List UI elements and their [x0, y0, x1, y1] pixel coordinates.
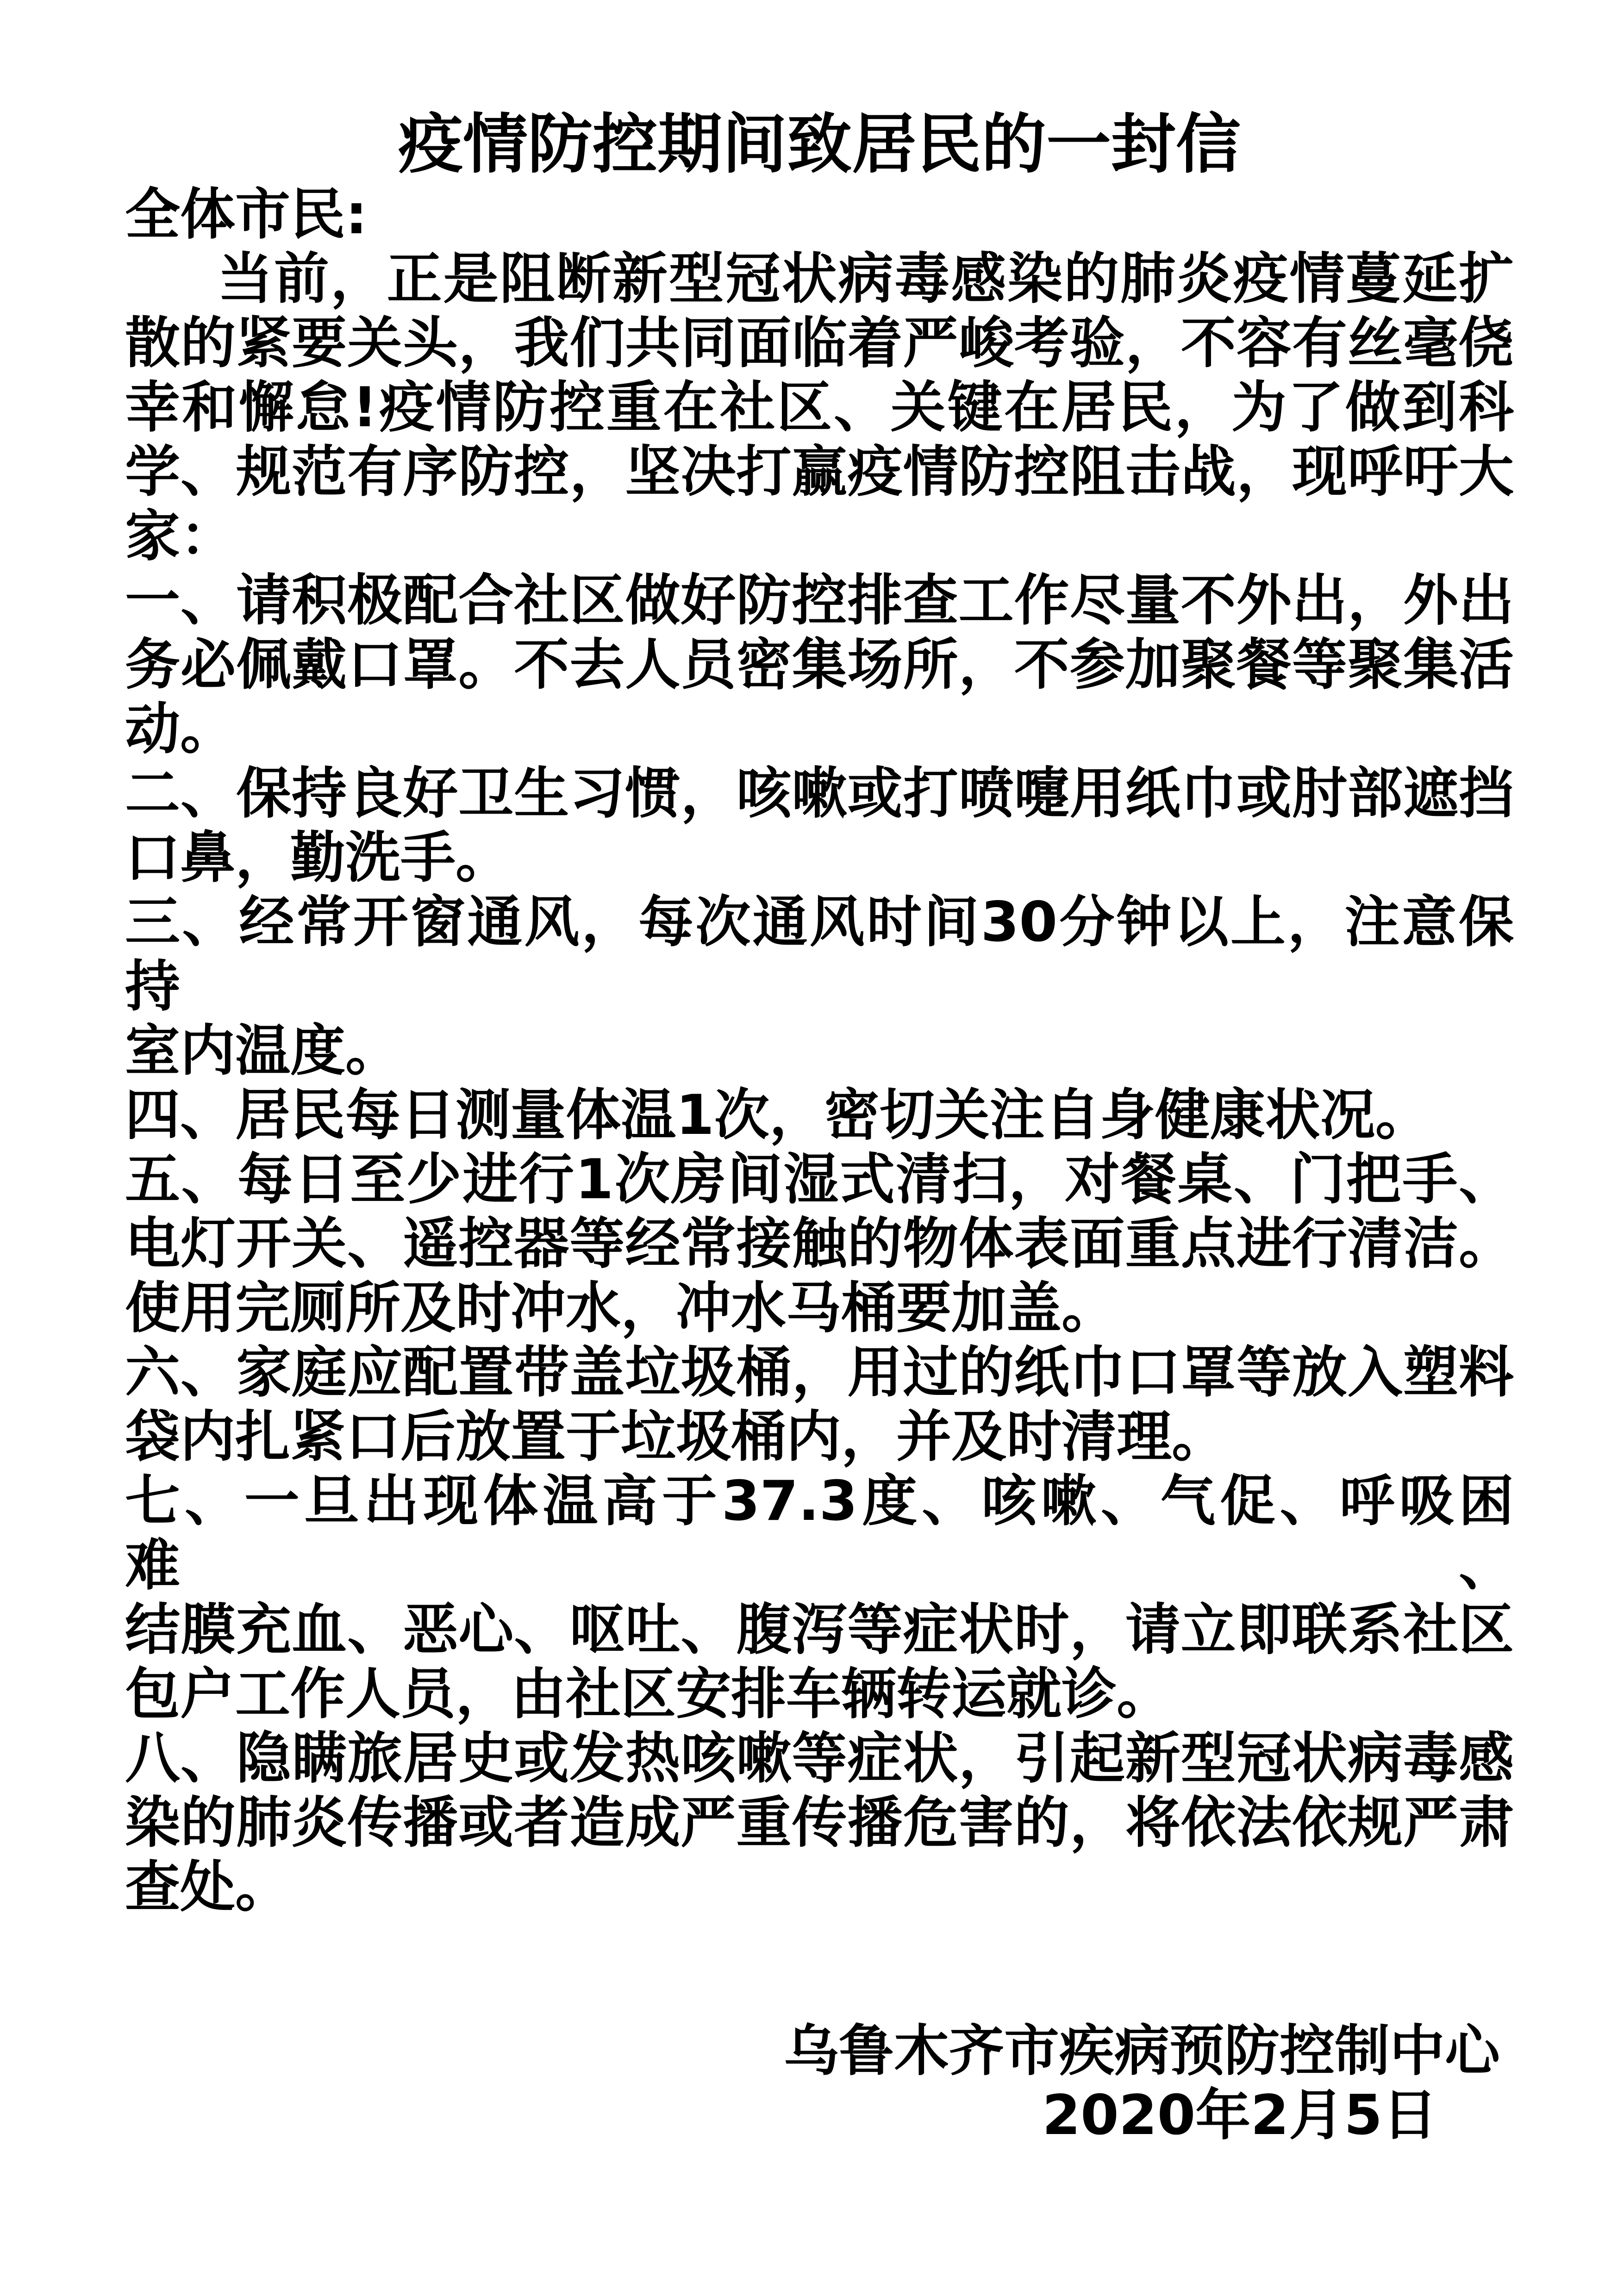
- page-title: 疫情防控期间致居民的一封信: [398, 107, 1241, 182]
- body-line: 包户工作人员，由社区安排车辆转运就诊。: [125, 1662, 1172, 1726]
- body-line: 幸和懈怠!疫情防控重在社区、关键在居民，为了做到科: [125, 376, 1514, 440]
- body-line: 当前，正是阻断新型冠状病毒感染的肺炎疫情蔓延扩: [218, 247, 1514, 311]
- body-line: 一、请积极配合社区做好防控排查工作尽量不外出，外出: [125, 569, 1514, 633]
- signature-org: 乌鲁木齐市疾病预防控制中心: [784, 2019, 1500, 2083]
- body-line: 八、隐瞒旅居史或发热咳嗽等症状，引起新型冠状病毒感: [125, 1727, 1514, 1791]
- body-line: 口鼻，勤洗手。: [125, 826, 511, 890]
- body-line: 袋内扎紧口后放置于垃圾桶内，并及时清理。: [125, 1405, 1227, 1469]
- body-line: 六、家庭应配置带盖垃圾桶，用过的纸巾口罩等放入塑料: [125, 1341, 1514, 1405]
- body-line: 使用完厕所及时冲水，冲水马桶要加盖。: [125, 1276, 1117, 1340]
- body-line: 室内温度。: [125, 1019, 400, 1083]
- body-line: 五、每日至少进行1次房间湿式清扫，对餐桌、门把手、: [125, 1148, 1514, 1212]
- body-line: 电灯开关、遥控器等经常接触的物体表面重点进行清洁。: [125, 1212, 1514, 1276]
- body-line: 家：: [125, 504, 235, 568]
- salutation: 全体市民:: [125, 183, 368, 247]
- body-line: 结膜充血、恶心、呕吐、腹泻等症状时，请立即联系社区: [125, 1598, 1514, 1662]
- body-line: 二、保持良好卫生习惯，咳嗽或打喷嚏用纸巾或肘部遮挡: [125, 762, 1514, 826]
- body-line: 学、规范有序防控，坚决打赢疫情防控阻击战，现呼吁大: [125, 440, 1514, 504]
- body-line: 四、居民每日测量体温1次，密切关注自身健康状况。: [125, 1083, 1430, 1147]
- body-line: 查处。: [125, 1855, 290, 1919]
- body-line: 三、经常开窗通风，每次通风时间30分钟以上，注意保持: [125, 890, 1514, 1019]
- body-line: 染的肺炎传播或者造成严重传播危害的，将依法依规严肃: [125, 1791, 1514, 1855]
- body-line: 务必佩戴口罩。不去人员密集场所，不参加聚餐等聚集活: [125, 633, 1514, 697]
- body-line: 七、一旦出现体温高于37.3度、咳嗽、气促、呼吸困难、: [125, 1469, 1514, 1598]
- spacer: [125, 1920, 1514, 2019]
- body-line: 动。: [125, 697, 235, 761]
- signature-date: 2020年2月5日: [1042, 2084, 1437, 2147]
- body-line: 散的紧要关头，我们共同面临着严峻考验，不容有丝毫侥: [125, 311, 1514, 375]
